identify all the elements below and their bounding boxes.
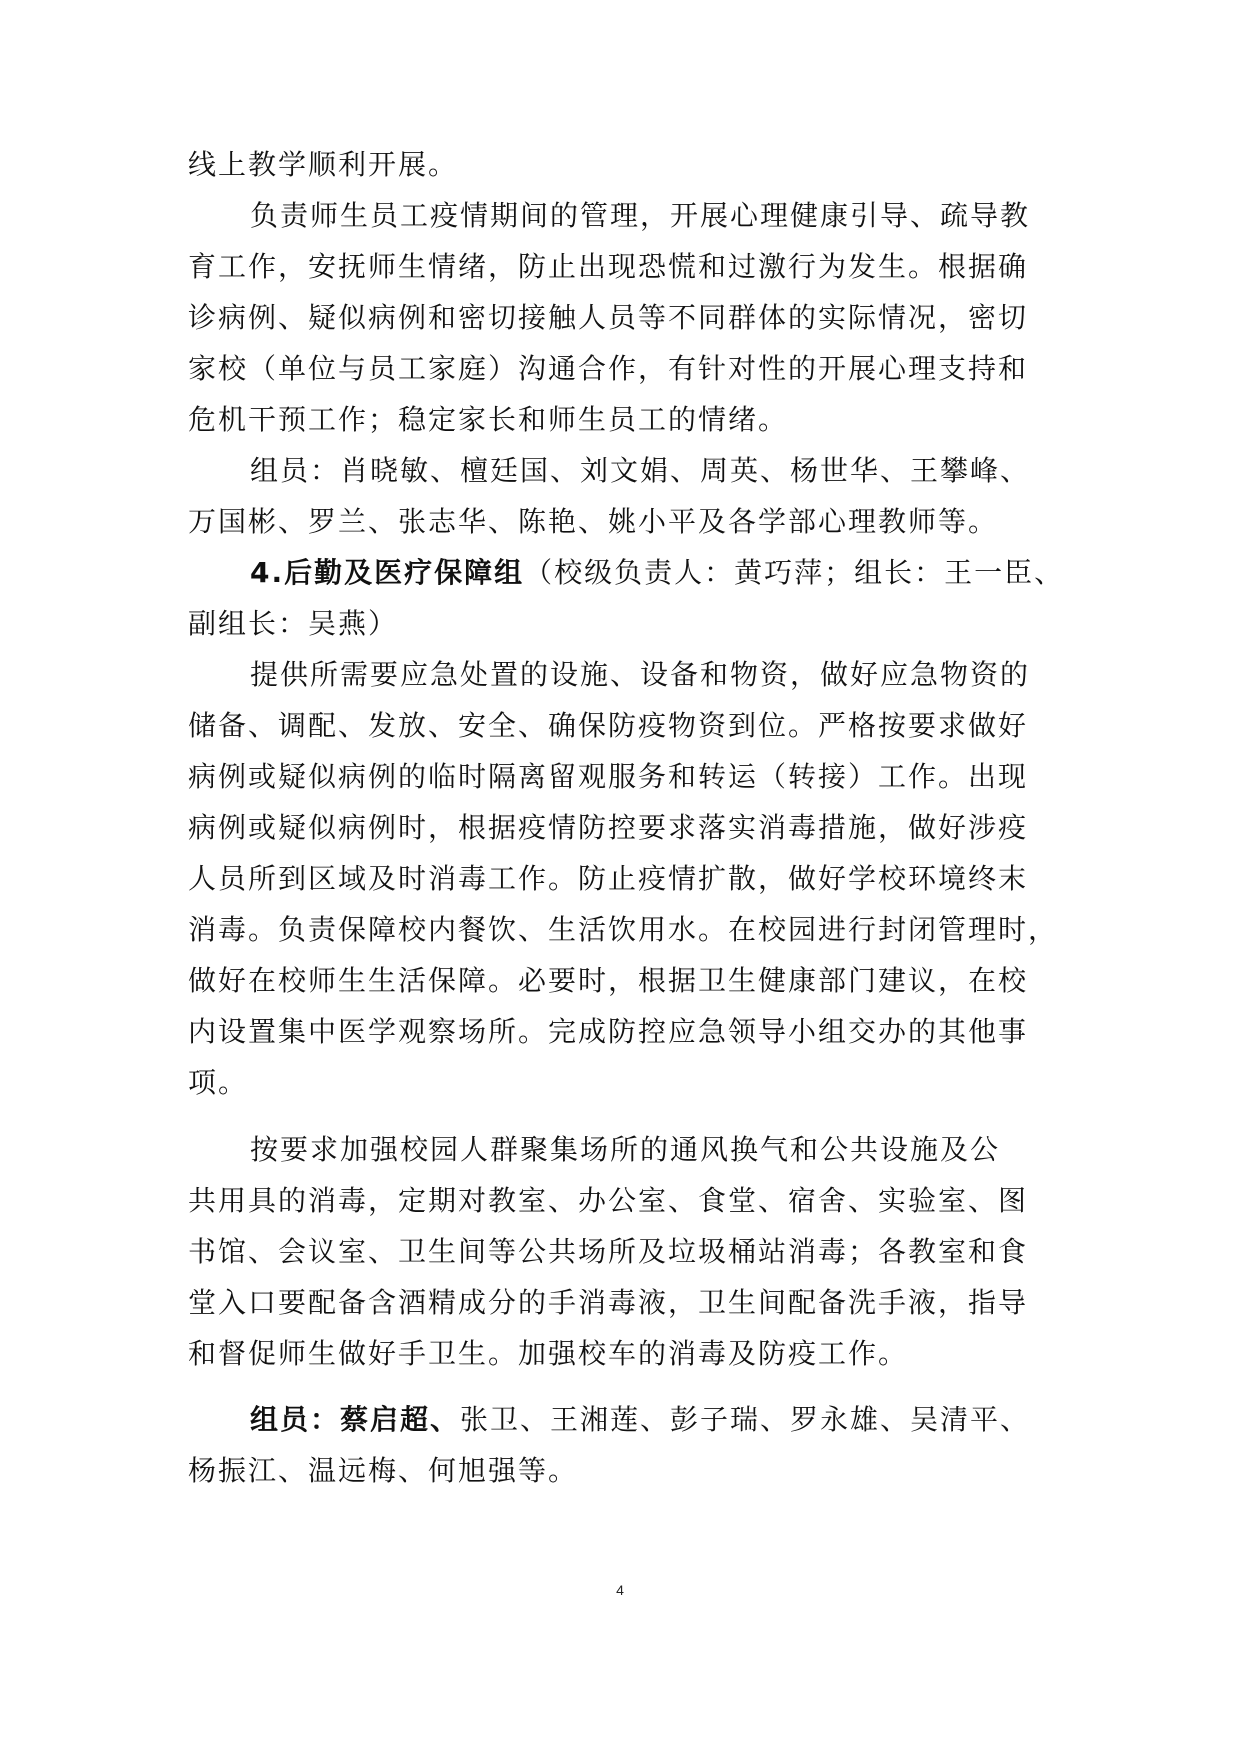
text-line: 消毒。负责保障校内餐饮、生活饮用水。在校园进行封闭管理时， (188, 913, 1059, 946)
text-line: 内设置集中医学观察场所。完成防控应急领导小组交办的其他事 (188, 1015, 1029, 1048)
text-line: 危机干预工作；稳定家长和师生员工的情绪。 (188, 403, 789, 436)
page-number: 4 (616, 1582, 624, 1598)
text-line: 共用具的消毒，定期对教室、办公室、食堂、宿舍、实验室、图 (188, 1184, 1029, 1217)
text-line: 杨振江、温远梅、何旭强等。 (188, 1454, 579, 1487)
text-line: 家校（单位与员工家庭）沟通合作，有针对性的开展心理支持和 (188, 352, 1029, 385)
text-line: 堂入口要配备含酒精成分的手消毒液，卫生间配备洗手液，指导 (188, 1286, 1029, 1319)
members-lead: 组员：蔡启超、 (250, 1403, 461, 1436)
text-line: 诊病例、疑似病例和密切接触人员等不同群体的实际情况，密切 (188, 301, 1029, 334)
text-line: 负责师生员工疫情期间的管理，开展心理健康引导、疏导教 (250, 199, 1031, 232)
members-rest: 张卫、王湘莲、彭子瑞、罗永雄、吴清平、 (460, 1403, 1031, 1436)
text-line: 书馆、会议室、卫生间等公共场所及垃圾桶站消毒；各教室和食 (188, 1235, 1029, 1268)
text-line: 人员所到区域及时消毒工作。防止疫情扩散，做好学校环境终末 (188, 862, 1029, 895)
text-line: 项。 (188, 1066, 249, 1099)
text-line: 线上教学顺利开展。 (188, 148, 459, 181)
text-line: 病例或疑似病例时，根据疫情防控要求落实消毒措施，做好涉疫 (188, 811, 1029, 844)
text-line: 育工作，安抚师生情绪，防止出现恐慌和过激行为发生。根据确 (188, 250, 1029, 283)
text-line: 提供所需要应急处置的设施、设备和物资，做好应急物资的 (250, 658, 1031, 691)
text-line: 万国彬、罗兰、张志华、陈艳、姚小平及各学部心理教师等。 (188, 505, 999, 538)
text-line: 储备、调配、发放、安全、确保防疫物资到位。严格按要求做好 (188, 709, 1029, 742)
section-heading-detail: （校级负责人：黄巧萍；组长：王一臣、 (524, 556, 1065, 589)
text-line: 做好在校师生生活保障。必要时，根据卫生健康部门建议，在校 (188, 964, 1029, 997)
text-line: 和督促师生做好手卫生。加强校车的消毒及防疫工作。 (188, 1337, 909, 1370)
section-heading-line (250, 553, 1064, 593)
text-line: 病例或疑似病例的临时隔离留观服务和转运（转接）工作。出现 (188, 760, 1029, 793)
members-line (250, 1400, 1030, 1440)
text-line: 组员：肖晓敏、檀廷国、刘文娟、周英、杨世华、王攀峰、 (250, 454, 1031, 487)
section-heading: 4.后勤及医疗保障组 (250, 556, 525, 589)
text-line: 副组长：吴燕） (188, 607, 399, 640)
text-line: 按要求加强校园人群聚集场所的通风换气和公共设施及公 (250, 1133, 1001, 1166)
